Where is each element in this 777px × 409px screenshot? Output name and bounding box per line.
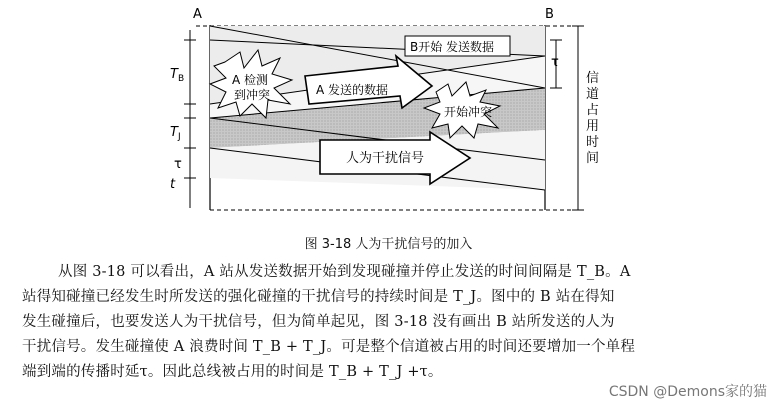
figure-caption: 图 3-18 人为干扰信号的加入 (304, 237, 473, 252)
tb-label: $T_B$ (170, 67, 185, 84)
paragraph-line: 发生碰撞后，也要发送人为干扰信号，但为简单起见，图 3-18 没有画出 B 站所发送的人为 (22, 314, 615, 330)
paragraph-line: 干扰信号。发生碰撞使 A 浪费时间 T_B + T_J。可是整个信道被占用的时间还要增加一个单程 (22, 339, 636, 355)
channel-char: 间 (586, 151, 600, 166)
paragraph-line: 从图 3-18 可以看出，A 站从发送数据开始到发现碰撞并停止发送的时间间隔是 T_B。A (58, 264, 631, 280)
paragraph-line: 站得知碰撞已经发生时所发送的强化碰撞的干扰信号的持续时间是 T_J。图中的 B 站在得知 (22, 289, 615, 305)
channel-occupied-label (586, 70, 599, 166)
tau-right-label: τ (551, 55, 559, 70)
time-axis-label: t (170, 177, 176, 192)
channel-char: 时 (586, 135, 600, 150)
channel-char: 占 (586, 103, 600, 118)
station-b-label: B (545, 7, 554, 22)
a-send-label: A 发送的数据 (316, 83, 389, 97)
paragraph-line: 端到端的传播时延τ。因此总线被占用的时间是 T_B + T_J +τ。 (22, 364, 443, 380)
explanation-paragraph (22, 260, 762, 385)
a-detect-label-line1: A 检测 (232, 73, 269, 87)
channel-char: 信 (586, 71, 600, 86)
channel-char: 道 (586, 87, 600, 102)
b-start-label: B开始 发送数据 (410, 40, 495, 54)
station-a-label: A (193, 7, 202, 22)
a-detect-label-line2: 到冲突 (234, 88, 271, 102)
tau-left-label: τ (174, 157, 182, 172)
collision-label: 开始冲突 (444, 105, 493, 119)
tj-label: $T_J$ (170, 125, 181, 142)
channel-char: 用 (586, 119, 600, 134)
jam-label: 人为干扰信号 (346, 151, 425, 166)
watermark: CSDN @Demons家的猫 (608, 384, 767, 400)
